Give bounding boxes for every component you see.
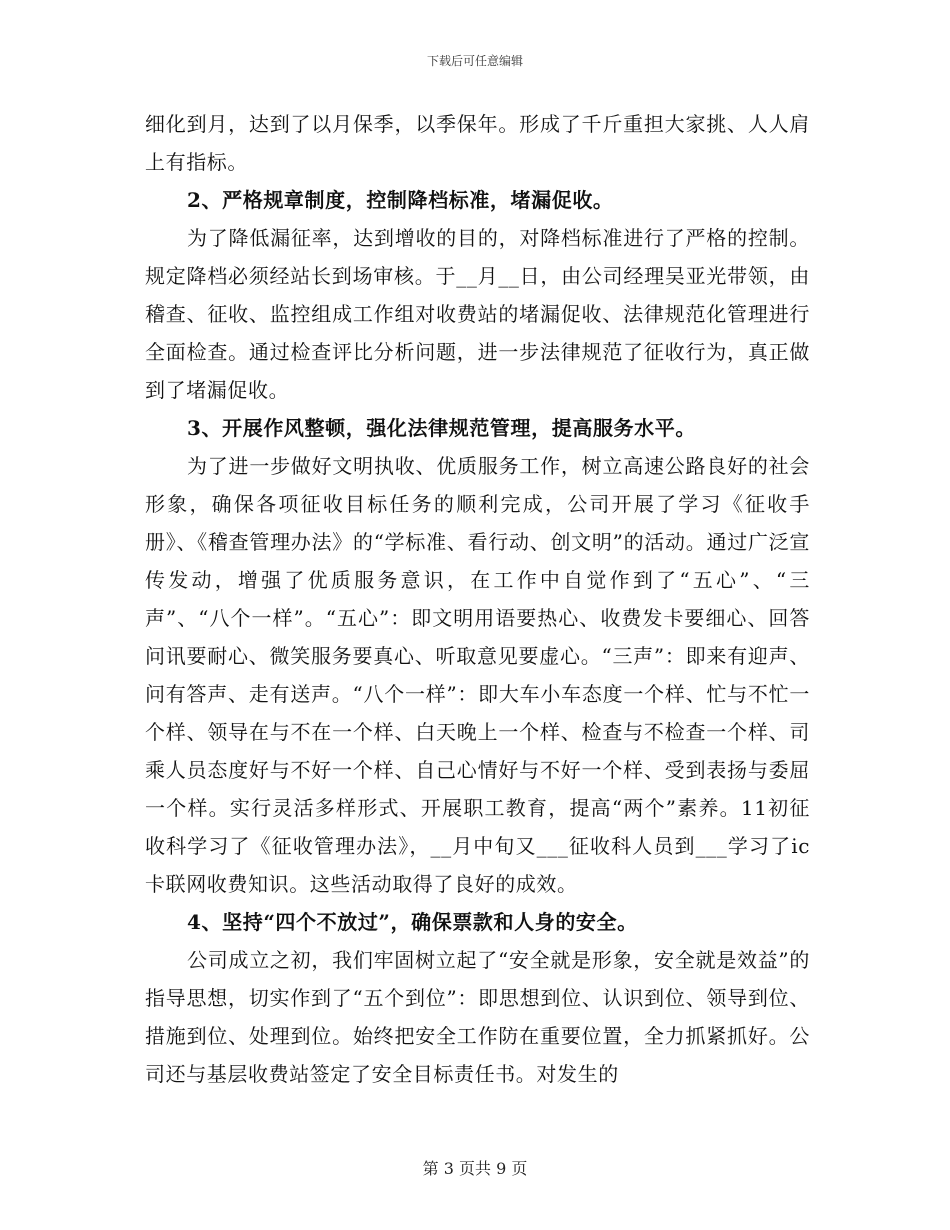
paragraph-section-3: 为了进一步做好文明执收、优质服务工作，树立高速公路良好的社会形象，确保各项征收目标任务的顺利完成，公司开展了学习《征收手册》、《稽查管理办法》的“学标准、看行动、创文明”的活动。通过广泛宣传发动，增强了优质服务意识，在工作中自觉作到了“五心”、“三声”、“八个一样”。“五心”：即文明用语要热心、收费发卡要细心、回答问讯要耐心、微笑服务要真心、听取意见要虚心。“三声”：即来有迎声、问有答声、走有送声。“八个一样”：即大车小车态度一个样、忙与不忙一个样、领导在与不在一个样、白天晚上一个样、检查与不检查一个样、司乘人员态度好与不好一个样、自己心情好与不好一个样、受到表扬与委屈一个样。实行灵活多样形式、开展职工教育，提高“两个”素养。11初征收科学习了《征收管理办法》，__月中旬又___征收科人员到___学习了ic卡联网收费知识。这些活动取得了良好的成效。 <box>145 454 810 896</box>
document-body <box>145 105 810 1093</box>
section-heading-4: 4、坚持“四个不放过”，确保票款和人身的安全。 <box>187 910 638 934</box>
paragraph-section-2: 为了降低漏征率，达到增收的目的，对降档标准进行了严格的控制。规定降档必须经站长到场审核。于__月__日，由公司经理吴亚光带领，由稽查、征收、监控组成工作组对收费站的堵漏促收、法律规范化管理进行全面检查。通过检查评比分析问题，进一步法律规范了征收行为，真正做到了堵漏促收。 <box>145 226 810 402</box>
paragraph-section-4: 公司成立之初，我们牢固树立起了“安全就是形象，安全就是效益”的指导思想，切实作到了“五个到位”：即思想到位、认识到位、领导到位、措施到位、处理到位。始终把安全工作防在重要位置，全力抓紧抓好。公司还与基层收费站签定了安全目标责任书。对发生的 <box>145 948 810 1086</box>
page-number-footer: 第 3 页共 9 页 <box>422 1159 528 1178</box>
paragraph-continuation: 细化到月，达到了以月保季，以季保年。形成了千斤重担大家挑、人人肩上有指标。 <box>145 112 810 174</box>
section-heading-2: 2、严格规章制度，控制降档标准，堵漏促收。 <box>187 188 614 212</box>
section-heading-3: 3、开展作风整顿，强化法律规范管理，提高服务水平。 <box>187 416 696 440</box>
page-header-note: 下载后可任意编辑 <box>426 54 523 68</box>
